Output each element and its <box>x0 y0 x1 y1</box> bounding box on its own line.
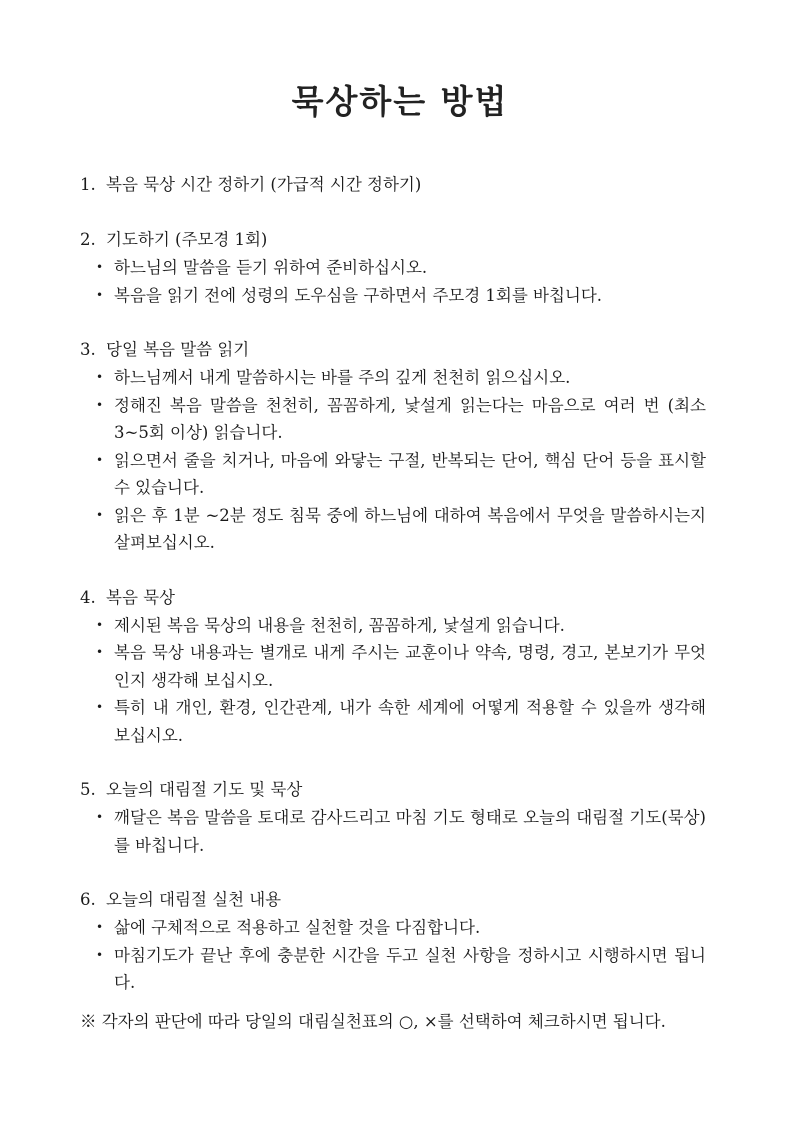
bullet-dot-icon: • <box>96 260 104 274</box>
bullet-item <box>80 639 706 694</box>
step-heading <box>80 171 706 199</box>
bullet-item <box>80 254 706 282</box>
step-heading <box>80 336 706 364</box>
bullet-text: 하느님의 말씀을 듣기 위하여 준비하십시오. <box>114 258 428 277</box>
bullet-text: 하느님께서 내게 말씀하시는 바를 주의 깊게 천천히 읽으십시오. <box>114 368 571 387</box>
bullet-item <box>80 694 706 749</box>
bullet-item <box>80 942 706 997</box>
bullet-dot-icon: • <box>96 452 104 467</box>
page-title: 묵상하는 방법 <box>291 82 509 121</box>
step-title: 오늘의 대림절 기도 및 묵상 <box>106 780 303 799</box>
step-number: 1. <box>80 175 96 194</box>
bullet-text: 정해진 복음 말씀을 천천히, 꼼꼼하게, 낯설게 읽는다는 마음으로 여러 번 (최소 3~5회 이상) 읽습니다. <box>114 395 706 442</box>
bullet-text: 특히 내 개인, 환경, 인간관계, 내가 속한 세계에 어떻게 적용할 수 있을까 생각해 보십시오. <box>114 698 706 745</box>
bullet-text: 복음 묵상 내용과는 별개로 내게 주시는 교훈이나 약속, 명령, 경고, 본보기가 무엇인지 생각해 보십시오. <box>114 643 706 690</box>
step-number: 5. <box>80 780 96 799</box>
bullet-item <box>80 612 706 640</box>
step-title: 오늘의 대림절 실천 내용 <box>106 890 282 909</box>
bullet-list <box>80 914 706 997</box>
bullet-dot-icon: • <box>96 645 104 659</box>
bullet-item <box>80 804 706 859</box>
bullet-dot-icon: • <box>96 617 104 632</box>
step-number: 3. <box>80 340 96 359</box>
bullet-item <box>80 447 706 502</box>
step-number: 6. <box>80 890 96 909</box>
bullet-list <box>80 804 706 859</box>
bullet-text: 읽은 후 1분 ~2분 정도 침묵 중에 하느님에 대하여 복음에서 무엇을 말씀하시는지 살펴보십시오. <box>114 505 706 552</box>
step-title: 기도하기 (주모경 1회) <box>106 230 268 249</box>
step-title: 당일 복음 말씀 읽기 <box>106 340 250 359</box>
bullet-text: 읽으면서 줄을 치거나, 마음에 와닿는 구절, 반복되는 단어, 핵심 단어 등을 표시할 수 있습니다. <box>114 450 706 497</box>
step-heading <box>80 226 706 254</box>
step-number: 4. <box>80 587 96 607</box>
bullet-item <box>80 364 706 392</box>
step-section <box>80 584 706 750</box>
bullet-list <box>80 254 706 309</box>
bullet-item <box>80 914 706 942</box>
step-heading <box>80 776 706 804</box>
bullet-dot-icon: • <box>96 397 104 412</box>
step-title: 복음 묵상 시간 정하기 (가급적 시간 정하기) <box>106 175 422 194</box>
bullet-dot-icon: • <box>96 507 104 522</box>
step-section <box>80 776 706 859</box>
bullet-dot-icon: • <box>96 700 104 714</box>
footnote: ※ 각자의 판단에 따라 당일의 대림실천표의 ○, ×를 선택하여 체크하시면 됩니다. <box>80 1012 666 1031</box>
bullet-dot-icon: • <box>96 947 104 962</box>
bullet-dot-icon: • <box>96 287 104 302</box>
step-number: 2. <box>80 230 96 249</box>
steps-list <box>80 171 706 1024</box>
step-section <box>80 336 706 557</box>
step-section <box>80 226 706 309</box>
bullet-item <box>80 392 706 447</box>
step-section <box>80 171 706 199</box>
step-heading <box>80 886 706 914</box>
step-title: 복음 묵상 <box>106 587 176 607</box>
step-section <box>80 886 706 997</box>
bullet-text: 복음을 읽기 전에 성령의 도우심을 구하면서 주모경 1회를 바칩니다. <box>114 285 603 305</box>
step-heading <box>80 584 706 612</box>
bullet-dot-icon: • <box>96 370 104 384</box>
bullet-text: 제시된 복음 묵상의 내용을 천천히, 꼼꼼하게, 낯설게 읽습니다. <box>114 615 565 635</box>
bullet-text: 깨달은 복음 말씀을 토대로 감사드리고 마침 기도 형태로 오늘의 대림절 기도(묵상)를 바칩니다. <box>114 808 706 855</box>
bullet-list <box>80 612 706 750</box>
bullet-dot-icon: • <box>96 920 104 934</box>
bullet-list <box>80 364 706 557</box>
bullet-item <box>80 502 706 557</box>
bullet-text: 마침기도가 끝난 후에 충분한 시간을 두고 실천 사항을 정하시고 시행하시면 됩니다. <box>114 945 706 992</box>
bullet-text: 삶에 구체적으로 적용하고 실천할 것을 다짐합니다. <box>114 918 481 937</box>
bullet-item <box>80 282 706 310</box>
bullet-dot-icon: • <box>96 810 104 824</box>
